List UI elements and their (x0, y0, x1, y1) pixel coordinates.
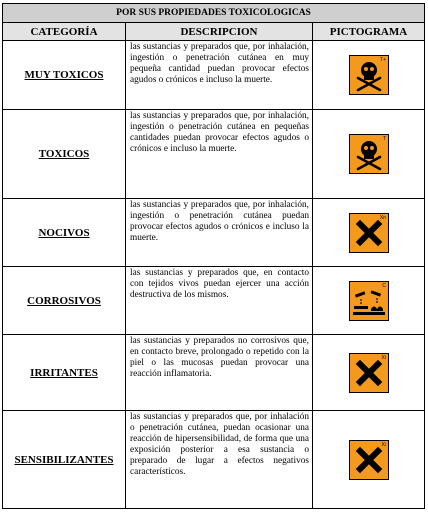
category-label: IRRITANTES (30, 366, 98, 379)
cross-icon (349, 440, 389, 480)
header-description: DESCRIPCION (180, 26, 258, 38)
cross-icon (349, 213, 389, 253)
pictogram-cell (313, 267, 424, 334)
cross-icon (349, 353, 389, 393)
skull-crossbones-icon (349, 55, 389, 95)
pictogram-cell (313, 199, 424, 266)
pictogram-code: Xn (379, 214, 386, 221)
pictogram-cell (313, 110, 424, 198)
table-header-row (3, 23, 424, 41)
table-row (3, 41, 424, 110)
table-row (3, 411, 424, 508)
category-label: MUY TOXICOS (24, 69, 104, 81)
column-divider (312, 23, 313, 508)
pictogram-cell (313, 411, 424, 508)
description-text: las sustancias y preparados que, por inhalación, ingestión o penetración cutánea puedan provocar efectos agudos o crónicos e incluso la muerte. (130, 200, 309, 244)
toxicology-table (2, 3, 425, 509)
table-title: POR SUS PROPIEDADES TOXICOLOGICAS (3, 4, 424, 23)
description-text: las sustancias y preparados que, por inhalación, ingestión o penetración cutánea en muy pequeña cantidad puedan provocar efectos agudos o crónicos e incluso la muerte. (130, 42, 309, 86)
table-row (3, 335, 424, 411)
description-text: las sustancias y preparados que, por inhalación, ingestión o penetración cutánea en pequeñas cantidades puedan provocar efectos agudos o crónicos e incluso la muerte. (130, 111, 309, 155)
description-text: las sustancias y preparados que, en contacto con tejidos vivos puedan ejercer una acción destructiva de los mismos. (130, 268, 309, 301)
pictogram-code: Xi (381, 441, 386, 448)
header-pictogram: PICTOGRAMA (329, 26, 408, 38)
pictogram-code: C (381, 282, 386, 289)
corrosion-icon (349, 281, 389, 321)
table-row (3, 267, 424, 335)
description-text: las sustancias y preparados no corrosivos que, en contacto breve, prolongado o repetido con la piel o las mucosas puedan provocar una reacción inflamatoria. (130, 336, 309, 380)
table-row (3, 110, 424, 199)
pictogram-code: T+ (379, 57, 386, 63)
pictogram-code: Xi (381, 354, 386, 361)
category-label: SENSIBILIZANTES (14, 453, 114, 466)
table-row (3, 199, 424, 267)
pictogram-cell (313, 41, 424, 109)
pictogram-cell (313, 335, 424, 410)
category-label: CORROSIVOS (27, 294, 101, 307)
pictogram-code: T (382, 136, 386, 142)
column-divider (125, 23, 126, 508)
category-label: NOCIVOS (38, 226, 90, 239)
description-text: las sustancias y preparados que, por inhalación o penetración cutánea, puedan ocasionar una reacción de hipersensibilidad, de forma que una exposición posterior a esa sustancia o preparado de lugar a efectos negativos característicos. (130, 412, 309, 478)
header-category: CATEGORÍA (30, 26, 98, 38)
skull-crossbones-icon (349, 134, 389, 174)
category-label: TOXICOS (38, 148, 90, 160)
